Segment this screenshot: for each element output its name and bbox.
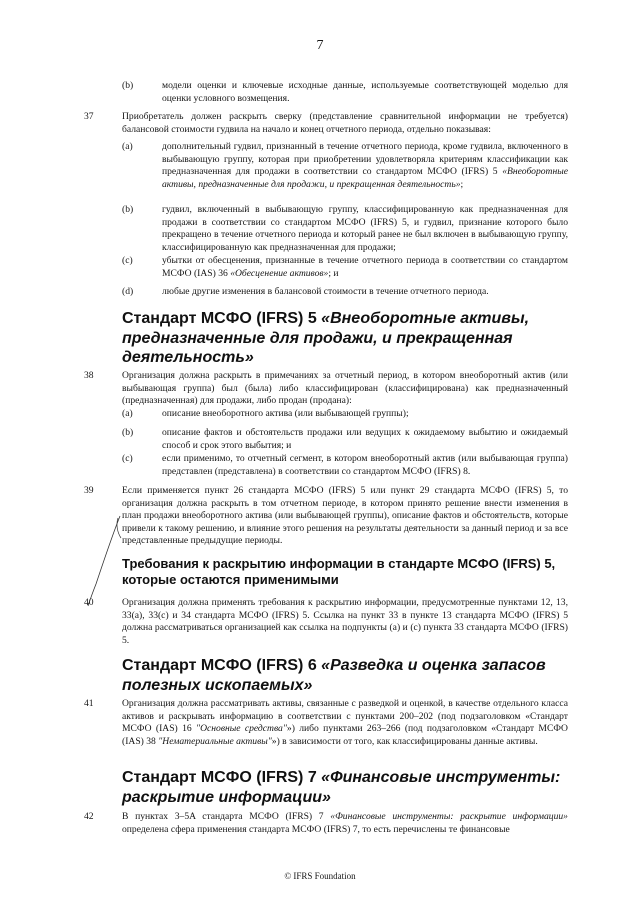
paragraph-number-41: 41 [84, 698, 94, 709]
paragraph-38-item-a: описание внеоборотного актива (или выбывающей группы); [162, 408, 409, 419]
item-tail: ; и [328, 267, 339, 279]
paragraph-text: ») в зависимости от того, как классифицированы данные активы. [271, 735, 538, 747]
paragraph-38-item-c: если применимо, то отчетный сегмент, в котором внеоборотный актив (или выбывающая группа) представлен (представлена) в соответствии со стандартом МСФО (IFRS) 8. [162, 453, 568, 477]
standard-title: «Обесценение активов» [230, 267, 329, 279]
paragraph-text: определена сфера применения стандарта МСФО (IFRS) 7, то есть перечислены те финансовые [122, 823, 510, 835]
heading-title-line1: «Разведка и оценка запасов [321, 657, 546, 674]
page-number: 7 [316, 38, 324, 53]
paragraph-39: Если применяется пункт 26 стандарта МСФО (IFRS) 5 или пункт 29 стандарта МСФО (IFRS) 5, то организация должна раскрыть в том отчетном периоде, в котором принято решение внести изменения в план продажи внеоборотного актива (или выбывающей группы), описание фактов и обстоятельств, которые привели к такому решению, и влияние этого решения на результаты деятельности за данный период и за все представленные предыдущие периоды. [122, 485, 568, 547]
paragraph-37-item-d: любые другие изменения в балансовой стоимости в течение отчетного периода. [162, 286, 489, 297]
paragraph-number-37: 37 [84, 111, 94, 122]
paragraph-number-40: 40 [84, 597, 94, 608]
heading-title-line2: раскрытие информации» [122, 788, 331, 806]
paragraph-37-intro: Приобретатель должен раскрыть сверку (представление сравнительной информации не требуется) балансовой стоимости гудвила на начало и конец отчетного периода, отдельно показывая: [122, 111, 568, 135]
item-label: (c) [122, 255, 133, 266]
heading-title-line1: «Внеоборотные активы, [321, 310, 530, 327]
footer-copyright: © IFRS Foundation [284, 871, 356, 881]
item-label: (b) [122, 427, 134, 438]
item-text: модели оценки и ключевые исходные данные, используемые соответствующей моделью для оценки условного возмещения. [162, 80, 568, 104]
paragraph-37-item-b: гудвил, включенный в выбывающую группу, классифицированную как предназначенная для продажи в соответствии со стандартом МСФО (IFRS) 5, и гудвил, признание которого было прекращено в течение отчетного периода и который ранее не был включен в выбывающую группу, классифицированную как предназначенная для продажи; [162, 204, 568, 253]
paragraph-number-39: 39 [84, 485, 94, 496]
item-text: убытки от обесценения, признанные в течение отчетного периода в соответствии со стандартом МСФО (IAS) 36 [162, 255, 568, 279]
heading-prefix: Стандарт МСФО (IFRS) 6 [122, 657, 322, 674]
paragraph-number-38: 38 [84, 370, 94, 381]
item-label: (a) [122, 408, 133, 419]
item-label: (d) [122, 286, 134, 297]
standard-title: «Внеоборотные активы, предназначенные для продажи, и прекращенная деятельность» [162, 166, 568, 190]
paragraph-number-42: 42 [84, 811, 94, 822]
standard-title: "Основные средства" [196, 723, 287, 735]
standard-title: "Нематериальные активы" [158, 735, 272, 747]
paragraph-38-item-b: описание фактов и обстоятельств продажи или ведущих к ожидаемому выбытию и ожидаемый способ и срок этого выбытия; и [162, 427, 568, 451]
heading-prefix: Стандарт МСФО (IFRS) 7 [122, 769, 322, 786]
heading-title-line3: деятельность» [122, 349, 254, 366]
paragraph-text: Организация должна рассматривать активы, связанные с разведкой и оценкой, в качестве отдельного класса активов и раскрывать информацию в соответствии с пунктами 200–202 (под подзаголовком «Стандарт МСФО (IAS) 16 [122, 698, 568, 735]
subheading-line2: которые остаются применимыми [122, 572, 339, 587]
item-label: (c) [122, 453, 133, 464]
subheading-line1: Требования к раскрытию информации в стандарте МСФО (IFRS) 5, [122, 556, 556, 571]
heading-title-line1: «Финансовые инструменты: [321, 769, 561, 786]
item-label: (b) [122, 204, 134, 215]
heading-title-line2: полезных ископаемых» [122, 676, 313, 694]
item-label: (a) [122, 141, 133, 152]
item-tail: ; [460, 178, 464, 190]
item-label: (b) [122, 80, 134, 91]
item-text: дополнительный гудвил, признанный в течение отчетного периода, кроме гудвила, включенного в выбывающую группу, которая при приобретении удовлетворяла критериям классификации как предназначенная для продажи в соответствии со стандартом МСФО (IFRS) 5 [162, 141, 568, 178]
paragraph-text: В пунктах 3–5A стандарта МСФО (IFRS) 7 [122, 811, 331, 822]
paragraph-40: Организация должна применять требования к раскрытию информации, предусмотренные пунктами 12, 13, 33(a), 33(c) и 34 стандарта МСФО (IFRS) 5. Ссылка на пункт 33 в пункте 13 стандарта МСФО (IFRS) 5 должна рассматриваться организацией как ссылка на подпункты (a) и (c) пункта 33 стандарта МСФО (IFRS) 5. [122, 597, 568, 646]
heading-prefix: Стандарт МСФО (IFRS) 5 [122, 310, 322, 327]
heading-title-line2: предназначенные для продажи, и прекращенная [122, 329, 513, 347]
standard-title: «Финансовые инструменты: раскрытие информации» [330, 811, 568, 822]
paragraph-text: ») либо пунктами 263–266 (под подзаголовком «Стандарт МСФО (IAS) 38 [122, 723, 568, 747]
paragraph-38-intro: Организация должна раскрыть в примечаниях за отчетный период, в котором внеоборотный актив (или выбывающая группа) был (была) либо классифицирован (классифицирована) как предназначенный (предназначенная) для продажи, либо продан (продана): [122, 370, 568, 407]
